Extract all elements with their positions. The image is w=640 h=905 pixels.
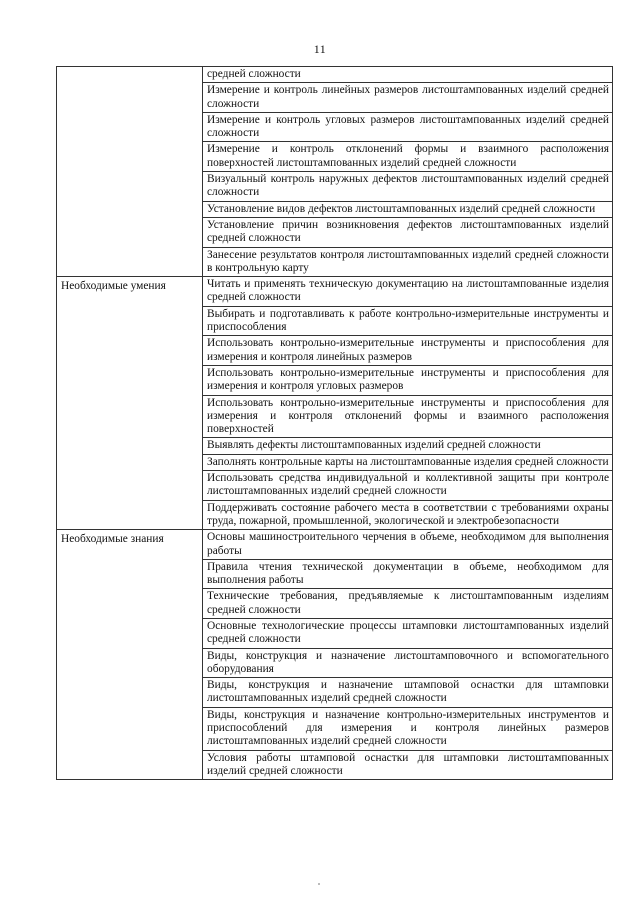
requirement-text: Использовать контрольно-измерительные инструменты и приспособления для измерения и контроля линейных размеров <box>207 337 609 363</box>
requirement-cell <box>203 648 613 678</box>
requirement-cell <box>203 395 613 438</box>
requirement-text: Условия работы штамповой оснастки для штамповки листоштампованных изделий средней сложности <box>207 751 609 777</box>
requirement-text: Основы машиностроительного черчения в объеме, необходимом для выполнения работы <box>207 531 609 557</box>
requirement-text: Основные технологические процессы штамповки листоштампованных изделий средней сложности <box>207 619 609 646</box>
requirement-text: Измерение и контроль линейных размеров листоштампованных изделий средней сложности <box>207 84 609 110</box>
requirement-text: Измерение и контроль угловых размеров листоштампованных изделий средней сложности <box>207 113 609 140</box>
requirement-text: Выявлять дефекты листоштампованных изделий средней сложности <box>207 439 541 452</box>
requirement-text: Поддерживать состояние рабочего места в соответствии с требованиями охраны труда, пожарной, промышленной, экологической и электробезопасности <box>207 501 609 527</box>
requirement-text: Виды, конструкция и назначение штамповой оснастки для штамповки листоштампованных изделий средней сложности <box>207 679 609 705</box>
section-label: Необходимые знания <box>57 530 203 780</box>
scan-mark <box>318 883 320 885</box>
requirement-cell <box>203 142 613 172</box>
page-number: 11 <box>313 42 327 56</box>
requirement-text: Использовать средства индивидуальной и коллективной защиты при контроле листоштампованных изделий средней сложности <box>207 472 609 498</box>
requirement-text: Установление видов дефектов листоштампованных изделий средней сложности <box>207 202 596 215</box>
requirement-text: средней сложности <box>207 68 301 80</box>
requirement-text: Установление причин возникновения дефектов листоштампованных изделий средней сложности <box>207 218 609 245</box>
requirement-cell <box>203 559 613 589</box>
requirement-cell <box>203 500 613 530</box>
requirement-cell <box>203 247 613 277</box>
table-row <box>57 67 613 83</box>
requirement-text: Измерение и контроль отклонений формы и взаимного расположения поверхностей листоштампованных изделий средней сложности <box>207 143 609 169</box>
requirement-cell <box>203 336 613 366</box>
requirement-text: Заполнять контрольные карты на листоштампованные изделия средней сложности <box>207 455 609 468</box>
requirement-cell <box>203 618 613 648</box>
requirement-text: Читать и применять техническую документацию на листоштампованные изделия средней сложности <box>207 278 609 304</box>
requirement-cell <box>203 530 613 560</box>
requirement-cell <box>203 67 613 83</box>
requirement-cell <box>203 471 613 501</box>
table-row <box>57 277 613 307</box>
requirement-cell <box>203 438 613 454</box>
section-label: Необходимые умения <box>57 277 203 530</box>
competency-table-body <box>57 67 613 780</box>
table-row <box>57 530 613 560</box>
requirement-text: Использовать контрольно-измерительные инструменты и приспособления для измерения и контроля угловых размеров <box>207 366 609 393</box>
requirement-text: Правила чтения технической документации в объеме, необходимом для выполнения работы <box>207 560 609 587</box>
requirement-cell <box>203 306 613 336</box>
requirement-cell <box>203 365 613 395</box>
requirement-cell <box>203 217 613 247</box>
section-label <box>57 67 203 277</box>
requirement-cell <box>203 589 613 619</box>
requirement-text: Технические требования, предъявляемые к листоштампованным изделиям средней сложности <box>207 590 609 616</box>
requirement-text: Занесение результатов контроля листоштампованных изделий средней сложности в контрольную карту <box>207 248 609 274</box>
competency-table <box>56 66 613 780</box>
requirement-text: Визуальный контроль наружных дефектов листоштампованных изделий средней сложности <box>207 173 609 199</box>
requirement-cell <box>203 707 613 750</box>
requirement-text: Выбирать и подготавливать к работе контрольно-измерительные инструменты и приспособления <box>207 307 609 334</box>
requirement-text: Виды, конструкция и назначение листоштамповочного и вспомогательного оборудования <box>207 649 609 675</box>
requirement-cell <box>203 201 613 217</box>
requirement-text: Виды, конструкция и назначение контрольно-измерительных инструментов и приспособлений для измерения и контроля линейных размеров листоштампованных изделий средней сложности <box>207 708 609 748</box>
requirement-cell <box>203 277 613 307</box>
requirement-cell <box>203 83 613 113</box>
requirement-cell <box>203 750 613 780</box>
requirement-cell <box>203 454 613 470</box>
requirement-text: Использовать контрольно-измерительные инструменты и приспособления для измерения и контроля отклонений формы и взаимного расположения поверхностей <box>207 396 609 436</box>
requirement-cell <box>203 112 613 142</box>
requirement-cell <box>203 678 613 708</box>
requirement-cell <box>203 172 613 202</box>
